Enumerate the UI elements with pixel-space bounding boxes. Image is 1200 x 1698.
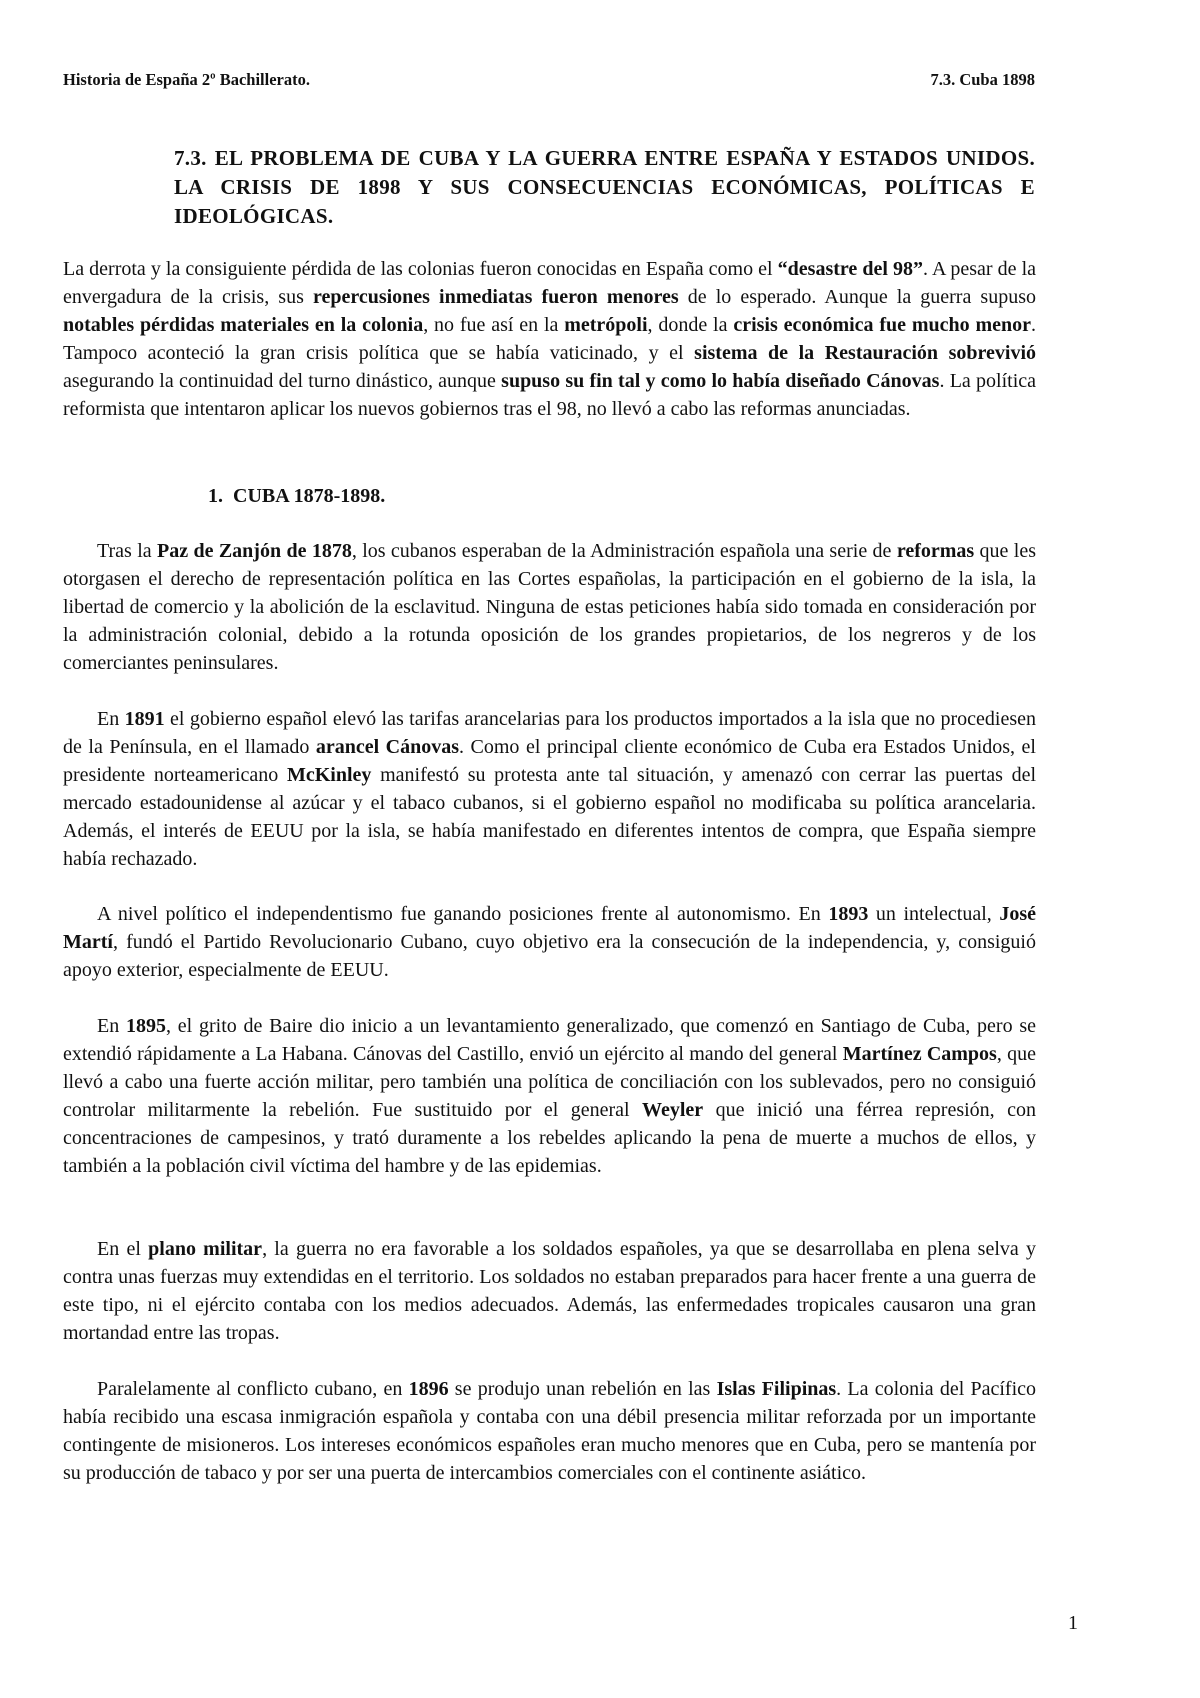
text-run: . La colonia del Pacífico había recibido una escasa inmigración española y contaba con una débil presencia militar reforzada por un importante contingente de misioneros. Los intereses económicos españoles eran mucho menores que en Cuba, pero se mantenía por su producción de tabaco y por ser una puerta de intercambios comerciales con el continente asiático. <box>63 1378 1037 1484</box>
bold-run: Weyler <box>642 1099 704 1121</box>
bold-run: 1896 <box>408 1378 449 1400</box>
bold-run: José Martí <box>63 903 1037 953</box>
section-title: CUBA 1878-1898. <box>233 485 386 507</box>
text-run: . Como el principal cliente económico de Cuba era Estados Unidos, el presidente norteamericano <box>63 736 1036 786</box>
text-run: que inició una férrea represión, con concentraciones de campesinos, y trató duramente a los rebeldes aplicando la pena de muerte a muchos de ellos, y también a la población civil víctima del hambre y de las epidemias. <box>63 1099 1036 1177</box>
text-run: , que llevó a cabo una fuerte acción militar, pero también una política de conciliación con los sublevados, pero no consiguió controlar militarmente la rebelión. Fue sustituido por el general <box>63 1043 1036 1121</box>
text-run: se produjo unan rebelión en las <box>448 1378 717 1400</box>
text-run: , los cubanos esperaban de la Administración española una serie de <box>351 540 897 562</box>
bold-run: Islas Filipinas <box>716 1378 837 1400</box>
bold-run: metrópoli <box>564 314 648 336</box>
bold-run: crisis económica fue mucho menor <box>733 314 1031 336</box>
paragraph-zanjon <box>63 537 1036 677</box>
text-run: Tras la <box>97 540 158 562</box>
text-run: A nivel político el independentismo fue ganando posiciones frente al autonomismo. En <box>97 903 829 925</box>
bold-run: 1893 <box>828 903 869 925</box>
header-left: Historia de España 2º Bachillerato. <box>63 70 310 89</box>
bold-run: repercusiones inmediatas fueron menores <box>312 286 679 308</box>
bold-run: supuso su fin tal y como lo había diseñado Cánovas <box>501 370 940 392</box>
text-run: asegurando la continuidad del turno dinástico, aunque <box>63 370 502 392</box>
section-heading <box>208 485 385 508</box>
text-run: La derrota y la consiguiente pérdida de las colonias fueron conocidas en España como el <box>63 258 778 280</box>
section-number: 1. <box>208 485 223 507</box>
text-run: de lo esperado. Aunque la guerra supuso <box>678 286 1036 308</box>
document-title: 7.3. EL PROBLEMA DE CUBA Y LA GUERRA ENTRE ESPAÑA Y ESTADOS UNIDOS. LA CRISIS DE 1898 Y SUS CONSECUENCIAS ECONÓMICAS, POLÍTICAS E IDEOLÓGICAS. <box>174 146 1035 228</box>
text-run: , el grito de Baire dio inicio a un levantamiento generalizado, que comenzó en Santiago de Cuba, pero se extendió rápidamente a La Habana. Cánovas del Castillo, envió un ejército al mando del general <box>63 1015 1037 1065</box>
bold-run: Paz de Zanjón de 1878 <box>157 540 352 562</box>
bold-run: 1891 <box>124 708 165 730</box>
text-run: manifestó su protesta ante tal situación, y amenazó con cerrar las puertas del mercado estadounidense al azúcar y el tabaco cubanos, si el gobierno español no modificaba su política arancelaria. Además, el interés de EEUU por la isla, se había manifestado en diferentes intentos de compra, que España siempre había rechazado. <box>63 764 1037 870</box>
bold-run: 1895 <box>126 1015 166 1037</box>
bold-run: McKinley <box>286 764 372 786</box>
text-run: En <box>97 1015 126 1037</box>
paragraph-plano-militar <box>63 1235 1036 1347</box>
paragraph-1895 <box>63 1012 1036 1180</box>
bold-run: reformas <box>896 540 975 562</box>
text-run: , fundó el Partido Revolucionario Cubano, cuyo objetivo era la consecución de la independencia, y, consiguió apoyo exterior, especialmente de EEUU. <box>63 931 1036 981</box>
text-run: el gobierno español elevó las tarifas arancelarias para los productos importados a la isla que no procediesen de la Península, en el llamado <box>63 708 1037 758</box>
bold-run: “desastre del 98” <box>777 258 923 280</box>
text-run: . A pesar de la envergadura de la crisis, sus <box>63 258 1037 308</box>
text-run: . La política reformista que intentaron aplicar los nuevos gobiernos tras el 98, no llevó a cabo las reformas anunciadas. <box>63 370 1037 420</box>
page-header <box>63 70 1035 94</box>
text-run: En <box>97 708 125 730</box>
text-run: que les otorgasen el derecho de representación política en las Cortes españolas, la participación en el gobierno de la isla, la libertad de comercio y la abolición de la esclavitud. Ninguna de estas peticiones había sido tomada en consideración por la administración colonial, debido a la rotunda oposición de los grandes propietarios, de los negreros y de los comerciantes peninsulares. <box>63 540 1037 674</box>
text-run: , la guerra no era favorable a los soldados españoles, ya que se desarrollaba en plena selva y contra unas fuerzas muy extendidas en el territorio. Los soldados no estaban preparados para hacer frente a una guerra de este tipo, ni el ejército contaba con los medios adecuados. Además, las enfermedades tropicales causaron una gran mortandad entre las tropas. <box>63 1238 1036 1344</box>
bold-run: arancel Cánovas <box>315 736 460 758</box>
text-run: . Tampoco aconteció la gran crisis política que se había vaticinado, y el <box>63 314 1036 364</box>
text-run: , donde la <box>647 314 734 336</box>
text-run: , no fue así en la <box>423 314 565 336</box>
bold-run: sistema de la Restauración sobrevivió <box>694 342 1036 364</box>
text-run: un intelectual, <box>868 903 1000 925</box>
paragraph-1891 <box>63 705 1036 873</box>
intro-paragraph <box>63 255 1036 423</box>
text-run: Paralelamente al conflicto cubano, en <box>97 1378 409 1400</box>
bold-run: Martínez Campos <box>842 1043 997 1065</box>
bold-run: notables pérdidas materiales en la colonia <box>63 314 424 336</box>
paragraph-filipinas <box>63 1375 1036 1487</box>
text-run: En el <box>97 1238 149 1260</box>
page-number: 1 <box>1068 1612 1078 1634</box>
bold-run: plano militar <box>148 1238 263 1260</box>
header-right: 7.3. Cuba 1898 <box>930 70 1035 89</box>
paragraph-1893 <box>63 900 1036 984</box>
